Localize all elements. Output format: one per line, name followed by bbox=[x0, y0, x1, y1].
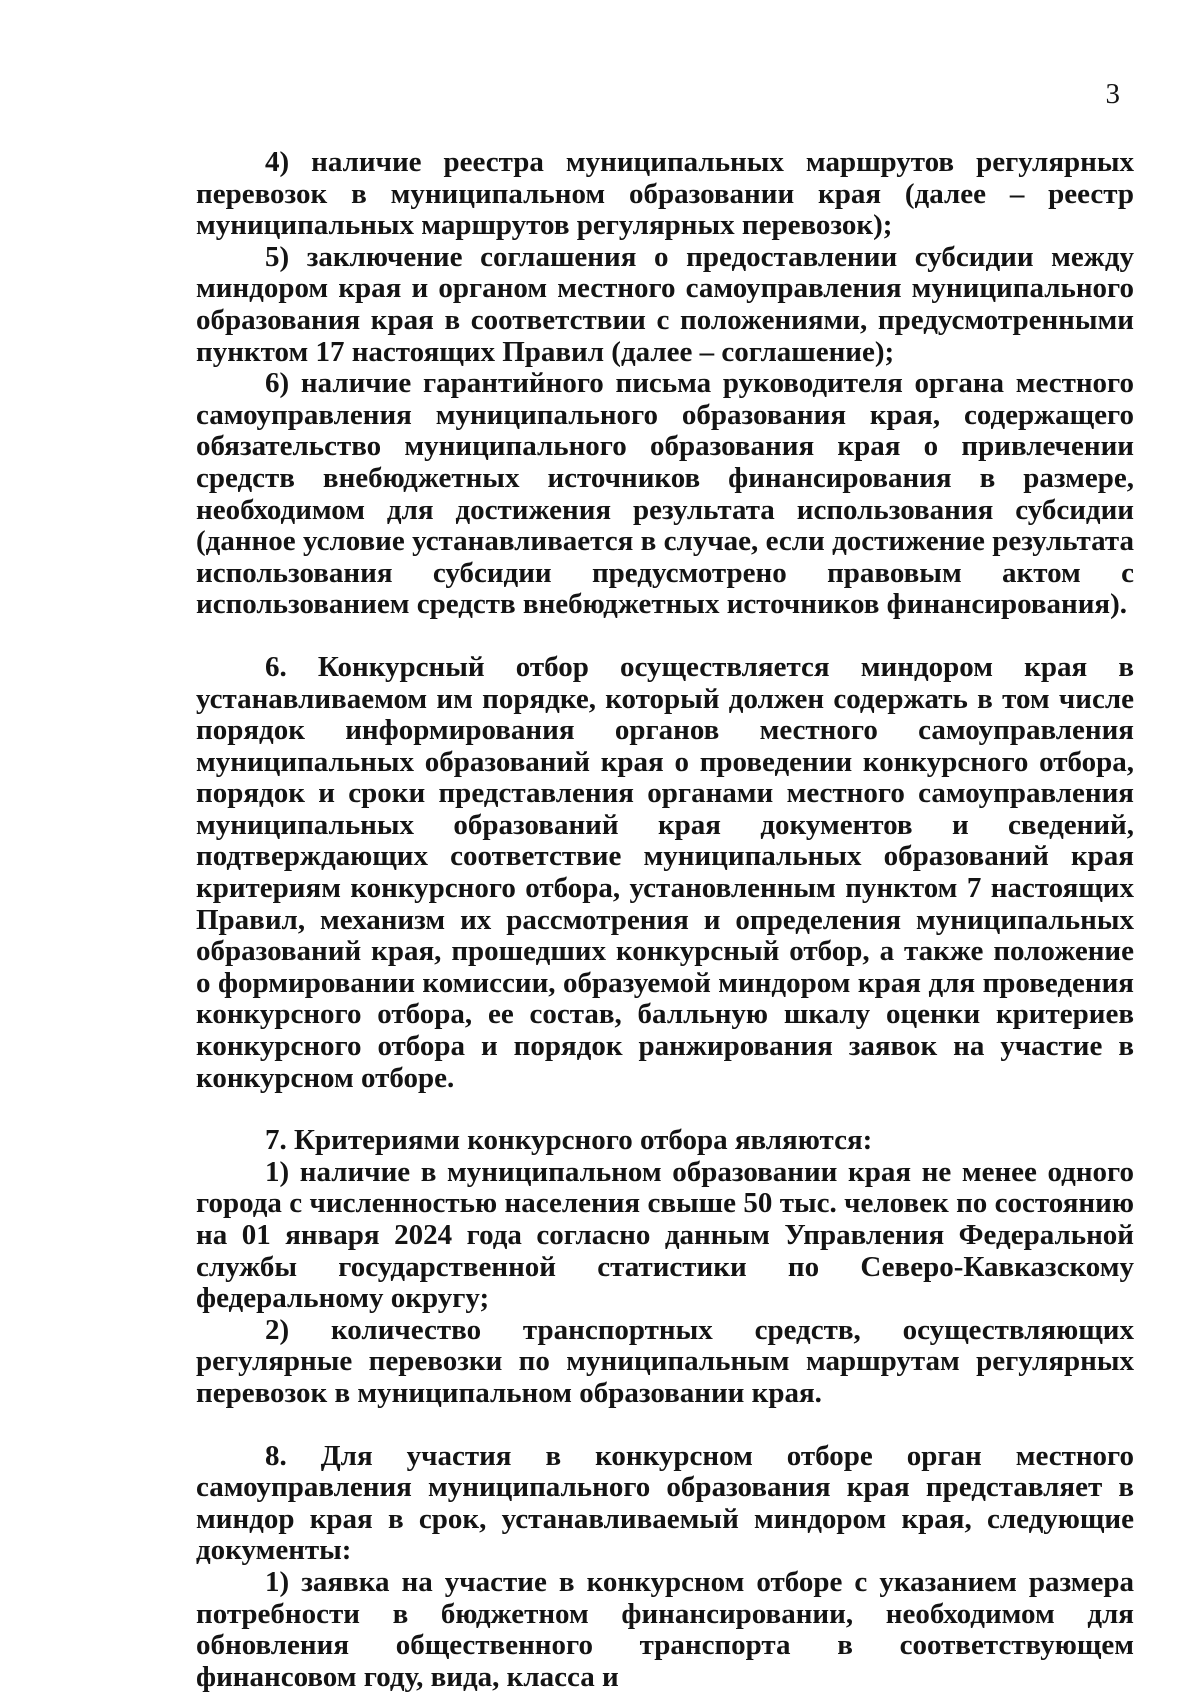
paragraph-document-1: 1) заявка на участие в конкурсном отборе с указанием размера потребности в бюджетном финансировании, необходимом для обновления общественного транспорта в соответствующем финансовом году, вида, класса и bbox=[196, 1565, 1134, 1693]
paragraph-criterion-2: 2) количество транспортных средств, осуществляющих регулярные перевозки по муниципальным маршрутам регулярных перевозок в муниципальном образовании края. bbox=[196, 1313, 1134, 1409]
paragraph-item-6: 6) наличие гарантийного письма руководителя органа местного самоуправления муниципального образования края, содержащего обязательство муниципального образования края о привлечении средств внебюджетных источников финансирования в размере, необходимом для достижения результата использования субсидии (данное условие устанавливается в случае, если достижение результата использования субсидии предусмотрено правовым актом с использованием средств внебюджетных источников финансирования). bbox=[196, 367, 1134, 621]
paragraph-item-5: 5) заключение соглашения о предоставлении субсидии между миндором края и органом местного самоуправления муниципального образования края в соответствии с положениями, предусмотренными пунктом 17 настоящих Правил (далее – соглашение); bbox=[196, 240, 1134, 368]
paragraph-criterion-1: 1) наличие в муниципальном образовании края не менее одного города с численностью населения свыше 50 тыс. человек по состоянию на 01 января 2024 года согласно данным Управления Федеральной службы государственной статистики по Северо-Кавказскому федеральному округу; bbox=[196, 1155, 1134, 1315]
paragraph-clause-7: 7. Критериями конкурсного отбора являются: bbox=[265, 1124, 873, 1157]
paragraph-clause-6: 6. Конкурсный отбор осуществляется миндором края в устанавливаемом им порядке, который должен содержать в том числе порядок информирования органов местного самоуправления муниципальных образований края о проведении конкурсного отбора, порядок и сроки представления органами местного самоуправления муниципальных образований края документов и сведений, подтверждающих соответствие муниципальных образований края критериям конкурсного отбора, установленным пунктом 7 настоящих Правил, механизм их рассмотрения и определения муниципальных образований края, прошедших конкурсный отбор, а также положение о формировании комиссии, образуемой миндором края для проведения конкурсного отбора, ее состав, балльную шкалу оценки критериев конкурсного отбора и порядок ранжирования заявок на участие в конкурсном отборе. bbox=[196, 650, 1134, 1094]
paragraph-item-4: 4) наличие реестра муниципальных маршрутов регулярных перевозок в муниципальном образовании края (далее – реестр муниципальных маршрутов регулярных перевозок); bbox=[196, 146, 1134, 242]
document-body bbox=[196, 147, 1134, 1693]
page-number: 3 bbox=[1105, 78, 1120, 110]
paragraph-clause-8: 8. Для участия в конкурсном отборе орган местного самоуправления муниципального образования края представляет в миндор края в срок, устанавливаемый миндором края, следующие документы: bbox=[196, 1439, 1134, 1567]
